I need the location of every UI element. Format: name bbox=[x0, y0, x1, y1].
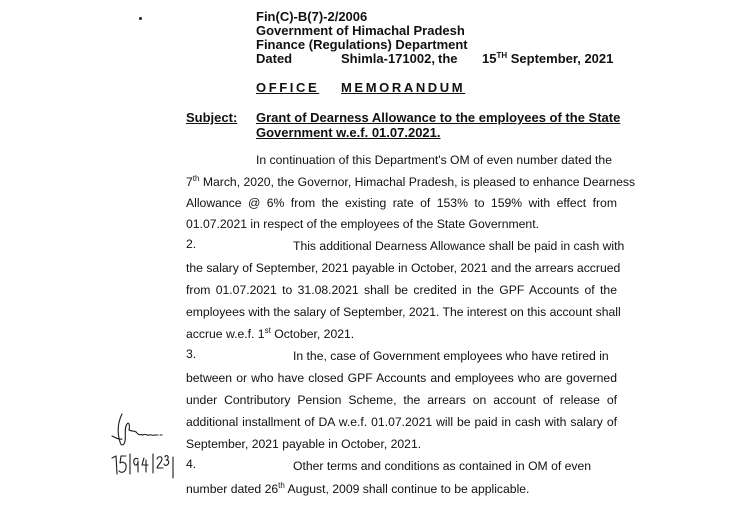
date-suffix: TH bbox=[496, 51, 508, 60]
para4-line-2-post: August, 2009 shall continue to be applicable. bbox=[284, 482, 530, 496]
para1-line-4: 01.07.2021 in respect of the employees of the State Government. bbox=[186, 217, 539, 231]
date-rest: September, 2021 bbox=[507, 51, 614, 66]
the-word: the bbox=[438, 51, 458, 66]
para1-line-2-text: March, 2020, the Governor, Himachal Pradesh, is pleased to enhance Dearness bbox=[199, 175, 636, 189]
para1-date-day: 7 bbox=[186, 175, 193, 189]
subject-line-1: Grant of Dearness Allowance to the employees of the State bbox=[256, 110, 621, 125]
para4-number: 4. bbox=[186, 457, 197, 471]
para2-line-1: This additional Dearness Allowance shall be paid in cash with bbox=[293, 239, 625, 253]
government-name: Government of Himachal Pradesh bbox=[256, 23, 465, 38]
para3-line-2: between or who have closed GPF Accounts and employees who are governed bbox=[186, 371, 617, 385]
dated-label: Dated bbox=[256, 51, 293, 66]
para1-line-2 bbox=[186, 172, 636, 194]
para3-line-5: September, 2021 payable in October, 2021. bbox=[186, 437, 422, 451]
handwritten-date bbox=[108, 448, 188, 488]
para1-date-suffix: th bbox=[192, 174, 200, 183]
para2-line-5-post: October, 2021. bbox=[270, 327, 355, 341]
para2-number: 2. bbox=[186, 237, 197, 251]
file-number: Fin(C)-B(7)-2/2006 bbox=[256, 9, 368, 24]
department-name: Finance (Regulations) Department bbox=[256, 37, 468, 52]
para2-line-2: the salary of September, 2021 payable in October, 2021 and the arrears accrued bbox=[186, 261, 621, 275]
para3-number: 3. bbox=[186, 347, 197, 361]
office-word: OFFICE bbox=[256, 80, 320, 95]
place-text: Shimla-171002, bbox=[341, 51, 435, 66]
handwritten-signature bbox=[108, 408, 188, 478]
memo-date bbox=[482, 51, 613, 67]
para3-line-4: additional installment of DA w.e.f. 01.07.2021 will be paid in cash with salary of bbox=[186, 415, 617, 429]
para3-line-3: under Contributory Pension Scheme, the arrears on account of release of bbox=[186, 393, 617, 407]
para2-line-5-suffix: st bbox=[264, 326, 271, 335]
subject-line-2: Government w.e.f. 01.07.2021. bbox=[256, 125, 441, 140]
para2-line-3: from 01.07.2021 to 31.08.2021 shall be credited in the GPF Accounts of the bbox=[186, 283, 617, 297]
subject-label: Subject: bbox=[186, 110, 238, 125]
para4-line-2 bbox=[186, 479, 529, 501]
para3-line-1: In the, case of Government employees who have retired in bbox=[293, 349, 609, 363]
para4-line-1: Other terms and conditions as contained in OM of even bbox=[293, 459, 592, 473]
para2-line-5 bbox=[186, 324, 354, 346]
para2-line-5-pre: accrue w.e.f. 1 bbox=[186, 327, 265, 341]
para1-line-3: Allowance @ 6% from the existing rate of 153% to 159% with effect from bbox=[186, 196, 617, 210]
para4-line-2-pre: number dated 26 bbox=[186, 482, 279, 496]
para2-line-4: employees with the salary of September, 2021. The interest on this account shall bbox=[186, 305, 621, 319]
scan-dot bbox=[139, 17, 142, 20]
date-day: 15 bbox=[482, 51, 497, 66]
para4-line-2-suffix: th bbox=[278, 481, 285, 490]
memorandum-word: MEMORANDUM bbox=[341, 80, 466, 95]
para1-line-1: In continuation of this Department's OM of even number dated the bbox=[256, 153, 612, 167]
